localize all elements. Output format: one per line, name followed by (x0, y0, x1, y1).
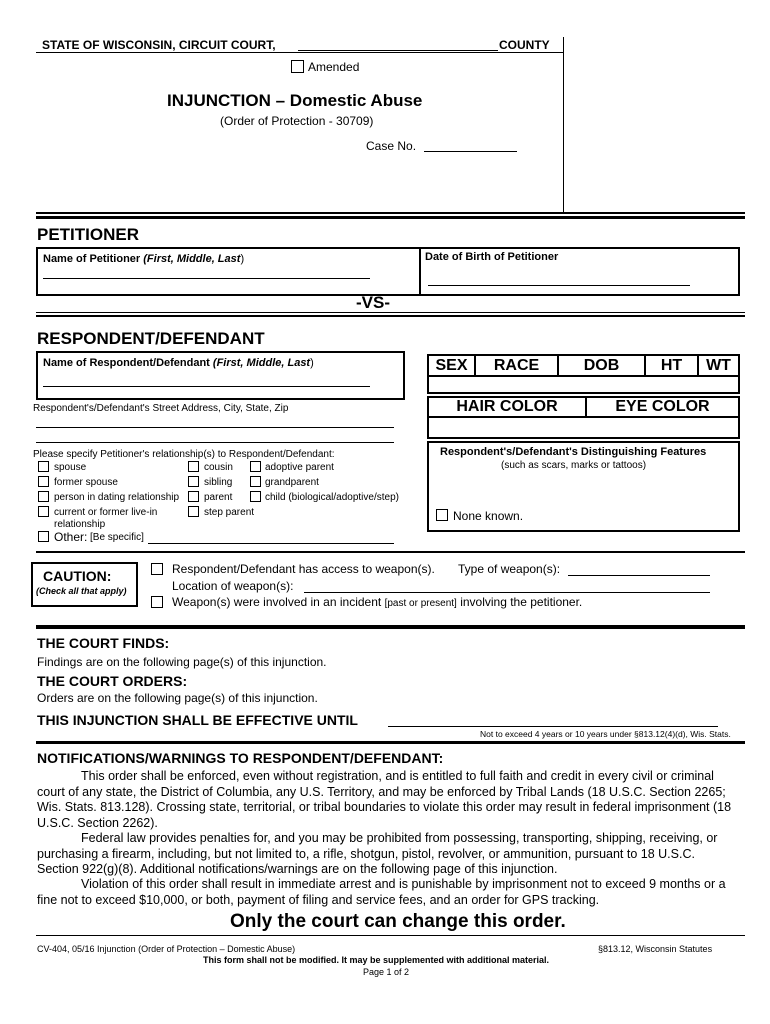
dating-checkbox[interactable] (38, 491, 49, 502)
sex-cell[interactable]: SEX (427, 354, 476, 377)
caution-hint: (Check all that apply) (36, 586, 127, 596)
former-spouse-label: former spouse (54, 477, 118, 488)
cousin-checkbox[interactable] (188, 461, 199, 472)
step-parent-label: step parent (204, 507, 255, 518)
features-title: Respondent's/Defendant's Distinguishing Features (440, 446, 707, 458)
adoptive-parent-checkbox[interactable] (250, 461, 261, 472)
grandparent-checkbox[interactable] (250, 476, 261, 487)
other-hint: [Be specific] (90, 532, 144, 543)
form-subtitle: (Order of Protection - 30709) (220, 114, 374, 128)
respondent-name-field[interactable] (43, 386, 370, 387)
notifications-rule (36, 741, 745, 744)
case-no-label: Case No. (366, 139, 417, 153)
sibling-label: sibling (204, 477, 233, 488)
weapons-access-checkbox[interactable] (151, 563, 163, 575)
effective-until-label: THIS INJUNCTION SHALL BE EFFECTIVE UNTIL (37, 712, 358, 728)
form-title: INJUNCTION – Domestic Abuse (167, 91, 423, 110)
versus-rule (36, 312, 745, 313)
petitioner-heading: PETITIONER (37, 225, 140, 244)
relationship-prompt: Please specify Petitioner's relationship(s) to Respondent/Defendant: (33, 449, 335, 460)
caution-title: CAUTION: (43, 568, 112, 584)
county-label: COUNTY (499, 38, 550, 52)
live-in-label: current or former live-in (54, 507, 158, 518)
versus-rule-2 (36, 315, 745, 317)
respondent-heading: RESPONDENT/DEFENDANT (37, 329, 265, 348)
footer-rule (36, 935, 745, 936)
features-hint: (such as scars, marks or tattoos) (501, 460, 647, 471)
effective-until-field[interactable] (388, 726, 718, 727)
spouse-label: spouse (54, 462, 87, 473)
live-in-label-2: relationship (54, 519, 106, 530)
notification-paragraph-2: Federal law provides penalties for, and you may be prohibited from possessing, transporting, shipping, receiving, or purchasing a firearm, including, but not limited to, a rifle, shotgun, pistol, revolver, or ammunition, pursuant to 18 U.S.C. Section 922(g)(8). Additional notifications/warnings are on the following page of this injunction. (37, 831, 718, 877)
petitioner-name-label: Name of Petitioner (First, Middle, Last) (43, 253, 245, 265)
petitioner-dob-label: Date of Birth of Petitioner (425, 251, 559, 263)
weapons-type-label: Type of weapon(s): (458, 562, 561, 576)
hair-eye-values-row[interactable] (427, 416, 740, 439)
court-orders-heading: THE COURT ORDERS: (37, 673, 188, 689)
physical-values-row[interactable] (427, 375, 740, 394)
race-cell[interactable]: RACE (474, 354, 559, 377)
amended-label: Amended (308, 60, 360, 74)
sibling-checkbox[interactable] (188, 476, 199, 487)
cousin-label: cousin (204, 462, 233, 473)
court-finds-text: Findings are on the following page(s) of this injunction. (37, 655, 327, 669)
respondent-name-label: Name of Respondent/Defendant (First, Middle, Last) (43, 357, 314, 369)
weapons-involved-checkbox[interactable] (151, 596, 163, 608)
caution-rule (36, 551, 745, 553)
form-id: CV-404, 05/16 Injunction (Order of Protection – Domestic Abuse) (37, 944, 296, 954)
height-cell[interactable]: HT (644, 354, 699, 377)
notification-paragraph-1: This order shall be enforced, even without registration, and is entitled to full faith and credit in every civil or criminal court of any state, the District of Columbia, any U.S. Territory, and may be enforced by Tribal Lands (18 U.S.C. Section 2265; Wis. Stats. 813.128). Crossing state, territorial, or tribal boundaries to violate this order may result in federal imprisonment (18 U.S.C. Section 2262). (37, 769, 732, 830)
header-vertical-rule (563, 37, 564, 214)
grandparent-label: grandparent (265, 477, 319, 488)
eye-color-cell[interactable]: EYE COLOR (585, 396, 740, 418)
versus-label: -VS- (356, 293, 390, 312)
court-rule (36, 625, 745, 629)
other-label: Other: (54, 530, 88, 544)
former-spouse-checkbox[interactable] (38, 476, 49, 487)
notification-paragraph-3: Violation of this order shall result in immediate arrest and is punishable by imprisonment not to exceed 9 months or a fine not to exceed $10,000, or both, payment of filing and service fees, and an order for GPS tracking. (37, 877, 726, 907)
section-rule-thick (36, 216, 745, 219)
court-finds-heading: THE COURT FINDS: (37, 635, 170, 651)
child-checkbox[interactable] (250, 491, 261, 502)
header-rule (36, 52, 564, 53)
none-known-label: None known. (453, 509, 524, 523)
case-no-field[interactable] (424, 151, 517, 152)
amended-checkbox[interactable] (291, 60, 304, 73)
weapons-access-label: Respondent/Defendant has access to weapon(s). (172, 562, 435, 576)
only-court-notice: Only the court can change this order. (230, 911, 566, 932)
dating-label: person in dating relationship (54, 492, 180, 503)
section-rule (36, 212, 745, 214)
page-number: Page 1 of 2 (363, 967, 410, 977)
statute-ref: §813.12, Wisconsin Statutes (598, 944, 713, 954)
weapons-location-label: Location of weapon(s): (172, 579, 294, 593)
dob-cell[interactable]: DOB (557, 354, 646, 377)
parent-checkbox[interactable] (188, 491, 199, 502)
live-in-checkbox[interactable] (38, 506, 49, 517)
weapons-involved-label: Weapon(s) were involved in an incident [past or present] involving the petitioner. (172, 595, 583, 609)
weapons-type-field[interactable] (568, 575, 710, 576)
weapons-location-field[interactable] (304, 592, 710, 593)
respondent-address-label: Respondent's/Defendant's Street Address, City, State, Zip (33, 403, 289, 414)
petitioner-name-field[interactable] (43, 278, 370, 279)
child-label: child (biological/adoptive/step) (265, 492, 399, 503)
none-known-checkbox[interactable] (436, 509, 448, 521)
step-parent-checkbox[interactable] (188, 506, 199, 517)
hair-color-cell[interactable]: HAIR COLOR (427, 396, 587, 418)
respondent-address-field-1[interactable] (36, 427, 394, 428)
county-field[interactable] (298, 50, 498, 51)
state-court-label: STATE OF WISCONSIN, CIRCUIT COURT, (42, 38, 276, 52)
other-field[interactable] (148, 543, 394, 544)
parent-label: parent (204, 492, 233, 503)
court-orders-text: Orders are on the following page(s) of this injunction. (37, 691, 318, 705)
petitioner-divider (419, 247, 421, 296)
spouse-checkbox[interactable] (38, 461, 49, 472)
respondent-address-field-2[interactable] (36, 442, 394, 443)
other-checkbox[interactable] (38, 531, 49, 542)
adoptive-parent-label: adoptive parent (265, 462, 334, 473)
effective-until-note: Not to exceed 4 years or 10 years under §813.12(4)(d), Wis. Stats. (480, 729, 731, 739)
weight-cell[interactable]: WT (697, 354, 740, 377)
modification-notice: This form shall not be modified. It may be supplemented with additional material. (203, 955, 550, 965)
notifications-heading: NOTIFICATIONS/WARNINGS TO RESPONDENT/DEFENDANT: (37, 750, 444, 766)
petitioner-dob-field[interactable] (428, 285, 690, 286)
